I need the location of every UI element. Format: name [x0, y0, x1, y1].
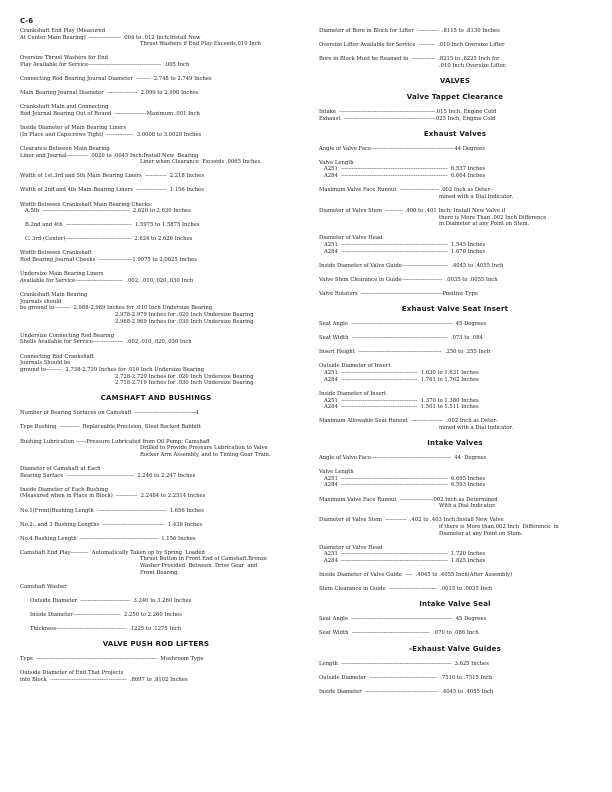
section-heading: VALVES [439, 76, 471, 85]
spec-line: Width Between Crankshaft [20, 250, 92, 257]
spec-line: Inside Diameter of Each Bushing [20, 486, 108, 493]
spec-line: Shells Available for Service----------------- .002,.010,.020,.030 Inch [20, 339, 192, 346]
spec-line: Valve Length [319, 159, 354, 166]
spec-line: Seat Width -------------------------------------------- .070 to .086 Inch [319, 630, 479, 637]
spec-line: 2.718-2.719 Inches for .030 Inch Undersize Bearing [115, 380, 254, 387]
spec-line: Seat Width ------------------------------------------------------ .073 to .084 [319, 335, 483, 342]
spec-entry [319, 455, 591, 462]
spec-entry [20, 487, 292, 500]
spec-entry [319, 630, 591, 637]
spec-entry [20, 222, 292, 229]
spec-line: Inside Diameter of Valve Guide-------------------------- .4045 to .4055 Inch [319, 262, 504, 269]
spec-line: A251 ------------------------------------------- 1.370 to 1.380 Inches [319, 397, 479, 404]
spec-entry [319, 661, 591, 668]
spec-line: Camshaft Washer [20, 583, 67, 590]
spec-line: A251 ------------------------------------------------------------ 1.545 Inches [319, 242, 486, 249]
spec-entry [319, 109, 591, 122]
section-heading: -Exhaust Valve Guides [408, 644, 501, 653]
spec-entry [319, 545, 591, 565]
section-heading: Exhaust Valves [423, 129, 487, 138]
spec-entry [20, 125, 292, 138]
spec-line: Diameter of Bore in Block for Lifter ------------ .8115 to .8130 Inches [319, 28, 500, 34]
spec-entry [319, 321, 591, 328]
spec-line: Valve Rotators ----------------------------------------------Positive Type [319, 291, 478, 298]
spec-line: Inside Diameter--------------------------- 2.250 to 2.260 Inches [20, 612, 182, 619]
spec-entry [319, 187, 591, 200]
spec-entry [20, 28, 292, 48]
spec-line: No.1(Front)Bushing Length --------------------------------------- 1.656 Inches [20, 507, 204, 514]
spec-entry [20, 271, 292, 284]
spec-line: Thickness--------------------------------------- .1225 to .1275 Inch [20, 626, 182, 633]
spec-line: Rod Journal Bearing Out of Round ------------------Maximum .001 Inch [20, 111, 200, 118]
spec-line: Crankshaft Main and Connecting [20, 104, 109, 111]
spec-line: A284 ------------------------------------------- 1.761 to 1.762 Inches [319, 376, 479, 383]
spec-entry [319, 291, 591, 298]
spec-entry [319, 363, 591, 383]
spec-line: 2.968-2.969 Inches for .030 Inch Undersize Bearing [115, 318, 254, 325]
section-heading: Valve Tappet Clearance [406, 92, 504, 101]
section-heading: VALVE PUSH ROD LIFTERS [102, 640, 210, 649]
spec-entry [319, 335, 591, 342]
spec-line: With a Dial Indicator. [439, 503, 496, 510]
spec-line: Inside Diameter of Main Bearing Liners [20, 125, 127, 132]
spec-entry [20, 598, 292, 605]
spec-line: Diameter of Camshaft at Each [20, 466, 101, 472]
spec-line: ground to--------- 2.738-2.739 Inches for .010 Inch Undersize Bearing [20, 366, 204, 373]
spec-line: Maximum Allowable Seat Runout ------------------ .002 Inch as Deter- [319, 418, 498, 425]
spec-line: Play Available for Service----------------------------------------- .005 Inch [20, 62, 190, 69]
spec-line: Main Bearing Journal Diameter ----------------- 2.999 to 2.998 Inches [20, 90, 199, 97]
spec-line: Diameter at any Point on Stem. [439, 530, 523, 537]
spec-entry [319, 689, 591, 696]
spec-line: C. 3rd (Center)------------------------------------- 2.624 to 2.626 Inches [20, 236, 193, 243]
spec-line: Inside Diameter of Valve Guide ---- .4045 to .4055 Inch(After Assembly) [319, 572, 513, 579]
spec-entry [20, 146, 292, 166]
spec-line: into Block ------------------------------------------- .8097 to .8102 Inches [20, 676, 188, 683]
spec-line: A284 ------------------------------------------------------------ 1.825 Inches [319, 558, 486, 565]
spec-line: Liner and Journal------------ .0020 to .0045 Inch;Install New Bearing [20, 152, 199, 159]
spec-entry [20, 439, 292, 459]
spec-entry [319, 263, 591, 270]
spec-entry [319, 391, 591, 411]
spec-line: A251 ------------------------------------------------------------ 6.695 Inches [319, 475, 486, 482]
spec-line: B.2nd and 4th ------------------------------------- 1.5975 to 1.5875 Inches [20, 222, 200, 229]
spec-line: 2.728-2.729 Inches for .020 Inch Undersize Bearing [115, 373, 254, 380]
spec-line: Intake ------------------------------------------------------.015 Inch, Engine Cold [319, 108, 497, 115]
spec-line: .010 Inch Oversize Lifter. [439, 62, 507, 69]
spec-line: be ground to--------- 2.988-2.989 Inches for .010 Inch Undersize Bearing [20, 305, 213, 312]
spec-entry [319, 616, 591, 623]
spec-entry [20, 76, 292, 83]
spec-entry [319, 572, 591, 579]
spec-entry [20, 626, 292, 633]
spec-line: Diameter of Valve Stem ------------ .402 to .403 Inch;Install New Valve [319, 517, 504, 524]
spec-entry [20, 90, 292, 97]
spec-line: Washer Provided Between Drive Gear and [140, 563, 258, 570]
spec-line: 2.978-2.979 Inches for .020 Inch Undersize Bearing [115, 312, 254, 319]
spec-entry [20, 55, 292, 68]
spec-entry [319, 146, 591, 153]
spec-line: Drilled to Provide Pressure Lubrication to Valve [140, 445, 268, 452]
spec-line: Outside Diameter ---------------------------- 3.240 to 3.260 Inches [20, 597, 192, 604]
spec-entry [20, 104, 292, 117]
spec-line: Crankshaft Main Bearing [20, 291, 88, 298]
spec-entry [319, 469, 591, 489]
spec-line: A251 ------------------------------------------------------------ 1.720 Inches [319, 551, 486, 558]
spec-entry [20, 187, 292, 194]
spec-entry [20, 173, 292, 180]
spec-line: Available for Service--------------------------- .002, .010,.020,.030 Inch [20, 277, 194, 284]
spec-entry [319, 160, 591, 180]
spec-entry [20, 508, 292, 515]
spec-line: Number of Bearing Surfaces on Camshaft ----------------------------------4 [20, 410, 199, 417]
spec-line: there is More Than .002 Inch Difference [439, 214, 547, 221]
spec-line: A284 ------------------------------------------------------------ 6.593 Inches [319, 482, 486, 489]
spec-entry [319, 235, 591, 255]
spec-line: Angle of Valve Face-----------------------------------------------44 Degrees [319, 145, 485, 152]
spec-entry [20, 292, 292, 325]
spec-line: mined with a Dial Indicator. [439, 193, 514, 200]
spec-line: Bore in Block Must be Reamed to ------------- .8215 to .8225 Inch for [319, 56, 500, 63]
spec-line: Diameter of Valve Stem ---------- .400 to .401 Inch; Install New Valve if [319, 207, 506, 214]
spec-line: Width Between Crankshaft Main Bearing Checks: [20, 201, 153, 208]
spec-line: Type Bushing ----------- Replaceable,Precision, Steel Backed Babbitt [20, 424, 201, 431]
spec-line: (In Place and Capscrews Tight) --------------- 3.0008 to 3.0028 Inches [20, 131, 202, 138]
spec-line: Outside Diameter -------------------------------------- .7510 to .7515 Inch [319, 674, 493, 681]
spec-line: Journals Should be [20, 360, 71, 367]
spec-line: Journals should [20, 298, 62, 305]
spec-line: A.5th ------------------------------------------------- 2.620 to 2.630 Inches [20, 208, 191, 215]
spec-line: Seat Angle --------------------------------------------------------- 45 Degrees [319, 321, 487, 328]
spec-entry [319, 349, 591, 356]
spec-line: No.2., and 3 Bushing Lengths ----------------------------------- 1.438 Inches [20, 521, 203, 528]
spec-entry [319, 28, 591, 35]
spec-line: A284 ------------------------------------------------------------ 6.604 Inches [319, 173, 486, 180]
spec-line: mined with a Dial Indicator. [439, 424, 514, 431]
spec-line: Connecting Rod Crankshaft [20, 353, 94, 360]
spec-entry [20, 354, 292, 387]
spec-entry [20, 236, 292, 243]
spec-entry [20, 410, 292, 417]
spec-entry [319, 418, 591, 431]
spec-line: Outside Diameter of Insert [319, 363, 391, 370]
spec-entry [319, 42, 591, 49]
spec-line: Undersize Connecting Rod Bearing [20, 332, 115, 339]
spec-line: A251 ------------------------------------------- 1.630 to 1.631 Inches [319, 370, 479, 377]
spec-line: Diameter of Valve Head [319, 544, 383, 551]
spec-line: Clearance Between Main Bearing [20, 145, 110, 152]
spec-line: Valve Stem Clearance in Guide----------------------- .0035 to .0055 Inch [319, 276, 498, 283]
spec-line: Thrust Washers if End Play Exceeds.010 Inch [140, 41, 262, 48]
spec-line: Undersize Main Bearing Liners [20, 271, 104, 278]
spec-line: Oversize Thrust Washers for End [20, 55, 109, 62]
spec-entry [319, 208, 591, 228]
spec-entry [20, 584, 292, 591]
spec-entry [319, 497, 591, 510]
spec-line: Type -------------------------------------------------------------------- Mushroom Type [20, 656, 204, 663]
spec-line: Bearing Surface -------------------------------------- 2.246 to 2.247 Inches [20, 472, 196, 479]
spec-line: Exhaust ---------------------------------------------------.025 Inch, Engine Cold [319, 115, 496, 122]
spec-line: Valve Length [319, 469, 354, 476]
spec-entry [20, 202, 292, 215]
spec-line: Diameter of Valve Head [319, 235, 383, 242]
spec-line: Seat Angle --------------------------------------------------------- 45 Degrees [319, 616, 487, 623]
spec-line: Front Bearing. [140, 569, 180, 576]
spec-entry [319, 277, 591, 284]
section-heading: Intake Valves [427, 439, 483, 448]
spec-line: Angle of Valve Face--------------------------------------------- 44 Degrees [319, 455, 487, 462]
spec-line: Inside Diameter of Insert [319, 390, 387, 397]
spec-entry [20, 466, 292, 479]
spec-line: Rocker Arm Assembly, and to Timing Gear Train. [140, 451, 271, 458]
spec-line: A284 ------------------------------------------------------------ 1.670 Inches [319, 248, 486, 255]
section-heading: Intake Valve Seal [419, 600, 491, 609]
spec-line: At Center Main Bearing) ------------------ .004 to .012 Inch;Install New [20, 34, 201, 41]
spec-line: A251 ------------------------------------------------------------ 6.537 Inches [319, 166, 486, 173]
spec-line: (Measured when in Place in Block) ------------ 2.2484 to 2.2514 Inches [20, 493, 206, 500]
spec-entry [319, 517, 591, 537]
spec-line: A284 ------------------------------------------- 1.501 to 1.511 Inches [319, 404, 479, 411]
spec-line: Maximum Valve Face Runout ---------------------- .002 Inch as Deter- [319, 187, 492, 194]
right-column [319, 28, 591, 703]
spec-line: Liner when Clearance Exceeds .0065 Inches. [140, 159, 262, 166]
spec-entry [319, 675, 591, 682]
spec-entry [20, 550, 292, 577]
spec-entry [20, 670, 292, 683]
spec-entry [20, 612, 292, 619]
spec-line: Connecting Rod Bearing Journal Diameter -------- 2.748 to 2.749 Inches [20, 76, 212, 83]
spec-line: No.4 Bushing Length -------------------------------------------- 1.156 Inches [20, 535, 196, 542]
spec-line: Camshaft End Play---------- Automatically Taken up by Spring Loaded [20, 549, 205, 556]
spec-entry [20, 333, 292, 346]
section-heading: Exhaust Valve Seat Insert [401, 305, 509, 314]
spec-line: Inside Diameter ----------------------------------------- .4045 to .4055 Inch [319, 688, 494, 695]
spec-entry [20, 424, 292, 431]
spec-line: Thrust Button in Front End of Camshaft.Bronze [140, 556, 267, 563]
spec-line: Length -------------------------------------------------------------- 3.625 Inches [319, 660, 489, 667]
left-column [20, 28, 292, 691]
spec-line: Width of 1st,3rd and 5th Main Bearing Liners ------------ 2.218 Inches [20, 173, 205, 180]
spec-entry [20, 536, 292, 543]
spec-line: Maximum Valve Face Runout ------------------.002 Inch as Determined [319, 496, 498, 503]
spec-line: in Diameter at any Point on Stem. [439, 221, 530, 228]
spec-entry [319, 56, 591, 69]
spec-line: if there is More than.002 Inch Difference in [439, 524, 559, 531]
spec-line: Width of 2nd and 4th Main Bearing Liners ----------------- 1.156 Inches [20, 187, 204, 194]
spec-entry [20, 522, 292, 529]
page-label: C-6 [20, 17, 34, 25]
spec-line: Crankshaft End Play (Measured [20, 28, 106, 34]
spec-entry [20, 656, 292, 663]
spec-line: Insert Height ----------------------------------------------- .250 to .255 Inch [319, 349, 491, 356]
spec-line: Outside Diameter of End That Projects [20, 670, 124, 677]
spec-line: Stem Clearance in Guide --------------------------- .0015 to .0035 Inch [319, 586, 493, 593]
spec-line: Oversize Lifter Available for Service --------- .010 Inch Oversize Lifter [319, 42, 505, 49]
spec-entry [20, 250, 292, 263]
spec-line: Rod Bearing Journal Cheeks -------------------1.9975 to 2.0025 Inches [20, 257, 197, 264]
spec-entry [319, 586, 591, 593]
spec-line: Bushing Lubrication -----Pressure Lubricated from Oil Pump; Camshaft [20, 438, 211, 445]
section-heading: CAMSHAFT AND BUSHINGS [100, 394, 212, 403]
